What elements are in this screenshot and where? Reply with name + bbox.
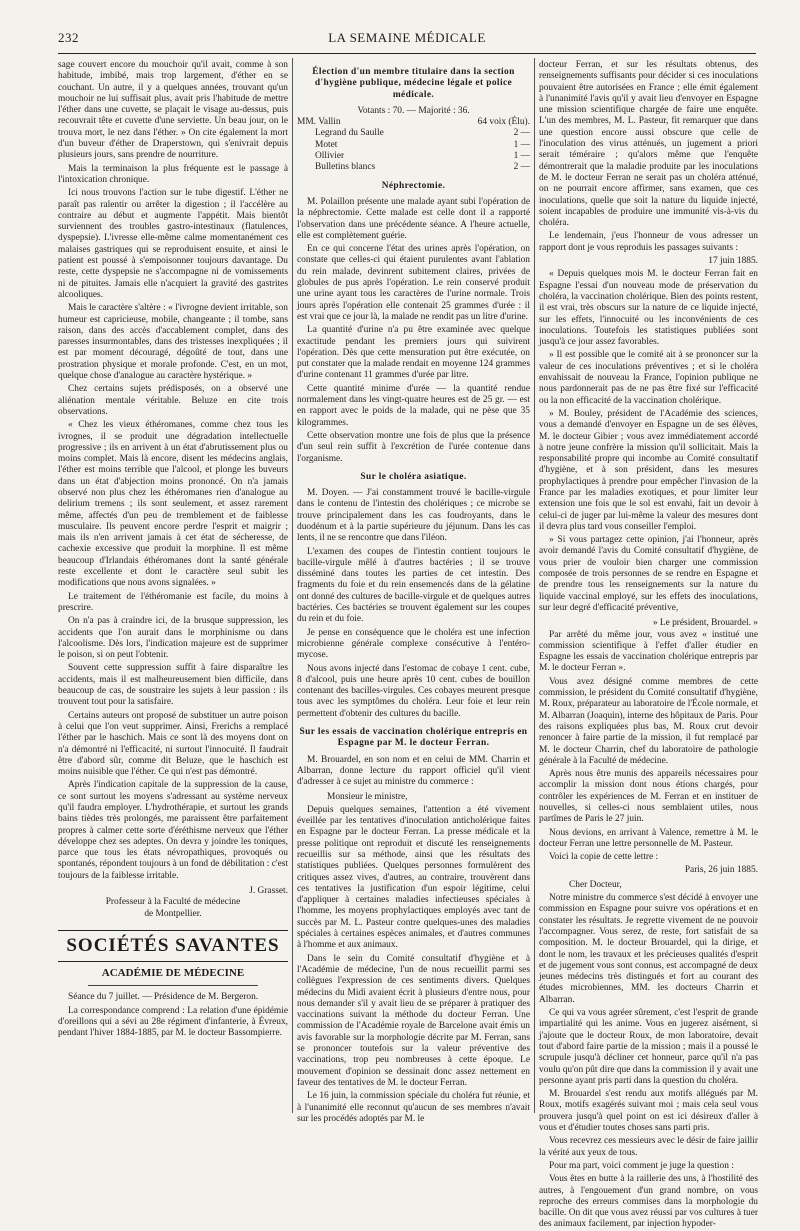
paragraph: La quantité d'urine n'a pu être examinée avec quelque exactitude pendant les premiers jours qui suivirent l'opération. Dès que cette mensuration put être exécutée, on put constater que la malade rendait en moyenne 124 grammes d'urine contenant 11 grammes d'urée par litre. <box>297 325 530 381</box>
academy-heading: ACADÉMIE DE MÉDECINE <box>101 966 245 979</box>
author-affiliation: Professeur à la Faculté de médecine <box>105 897 241 908</box>
paragraph: On n'a pas à craindre ici, de la brusque suppression, les accidents que l'on aurait dans le morphinisme ou dans l'alcoolisme. Dès lors, l'indication majeure est de supprimer le poison, si on peut l'obtenir. <box>58 616 288 661</box>
salutation: Monsieur le ministre, <box>327 791 408 802</box>
salutation: Cher Docteur, <box>569 879 622 890</box>
nephrectomie-heading: Néphrectomie. <box>381 180 446 191</box>
column-2 <box>297 60 530 1124</box>
election-heading: Élection d'un membre titulaire dans la section d'hygiène publique, médecine légale et police médicale. <box>312 67 515 100</box>
paragraph: Ce qui va vous agréer sûrement, c'est l'esprit de grande impartialité qui les anime. Vous en jugerez aisément, si j'ajoute que le docteur Roux, de mon laboratoire, devait tout d'abord faire partie de la mission ; mais il a poussé le scrupule jusqu'à décliner cet honneur, parce qu'il n'a pas voulu qu'on pût dire que dans la commission il y avait une personne ayant pris parti dans la question du choléra. <box>539 1008 758 1086</box>
paragraph: Vous recevrez ces messieurs avec le désir de faire jaillir la vérité aux yeux de tous. <box>539 1136 758 1158</box>
page-number: 232 <box>58 30 79 45</box>
divider <box>88 985 258 986</box>
paragraph: Dans le sein du Comité consultatif d'hygiène et à l'Académie de médecine, l'un de nous recueillit parmi ses collègues l'expression de ces sentiments divers. Quelques médecins du Midi avaient écrit à plusieurs d'entre nous, pour nous demander s'il y avait lieu de se préparer à pratiquer des vaccinations suivant la méthode du docteur Ferran. Une commission de l'Académie royale de Barcelone avait émis un avis favorable sur la morphologie décrite par M. Ferran, sans se prononcer toutefois sur la valeur préventive des vaccinations, trop peu nombreuses à cette époque. Le mouvement d'opinion se dessinait donc assez nettement en faveur des tentatives de M. le docteur Ferran. <box>297 953 530 1088</box>
paragraph: Le traitement de l'éthéromanie est facile, du moins à prescrire. <box>58 591 288 613</box>
header-rule <box>58 53 756 54</box>
paragraph: » Si vous partagez cette opinion, j'ai l'honneur, après avoir demandé l'avis du Comité consultatif d'hygiène, de vous prier de vouloir bien charger une commission composée de trois personnes de se rendre en Espagne et de prendre tous les renseignements sur la nature du liquide vaccinal employé, sur les effets des inoculations, sur leur degré d'efficacité préventive, <box>539 535 758 613</box>
paragraph: M. Brouardel, en son nom et en celui de MM. Charrin et Albarran, donne lecture du rapport officiel qu'il vient d'adresser à ce sujet au ministre du commerce : <box>297 754 530 788</box>
vote-row <box>297 162 530 173</box>
author-affiliation: de Montpellier. <box>144 908 202 919</box>
paragraph: « Depuis quelques mois M. le docteur Ferran fait en Espagne l'essai d'un nouveau mode de préservation du choléra, la vaccination cholérique. Bien des points restent, il est vrai, très obscurs sur la nature de ce liquide injecté, sur les effets, l'innocuité ou les inconvénients de ces inoculations. Toutefois les statistiques publiées sont jusqu'à ce jour assez favorables. <box>539 269 758 348</box>
president-signature: » Le président, Brouardel. » <box>652 618 758 629</box>
paragraph: Pour ma part, voici comment je juge la question : <box>549 1160 734 1171</box>
author-signature: J. Grasset. <box>249 886 288 897</box>
column-3 <box>539 60 758 1230</box>
vote-count: 1 — <box>513 151 530 162</box>
paragraph: Cette quantité minime d'urée — la quantité rendue normalement dans les vingt-quatre heures est de 25 gr. — est en rapport avec le poids de la malade, qui ne pèse que 35 kilogrammes. <box>297 383 530 428</box>
candidate-name: MM. Vallin <box>297 117 341 128</box>
paragraph: Mais la terminaison la plus fréquente est le passage à l'intoxication chronique. <box>58 163 288 185</box>
paragraph: En ce qui concerne l'état des urines après l'opération, on constate que celles-ci qui étaient purulentes avant l'ablation du rein malade, devinrent subitement claires, privées de globules de pus après l'opération. Le rein conservé produit une urine ayant tous les caractères de l'urine normale. Trois jours après l'opération elle contenait 25 grammes d'urée : il est vrai que ce jour là, la malade ne rendit pas un litre d'urine. <box>297 244 530 322</box>
paragraph: docteur Ferran, et sur les résultats obtenus, des renseignements suffisants pour décider si ces inoculations pouvaient être autorisées en France ; elle émit également à l'unanimité l'avis qu'il y avait lieu d'envoyer en Espagne une mission scientifique chargée de faire une enquête. L'un des membres, M. L. Pasteur, fit remarquer que dans une question encore aussi obscure que celle de l'inoculation des virus atténués, un jugement a priori serait téméraire ; qu'alors même que l'enquête démontrerait que la maladie produite par les inoculations de M. le docteur Ferran ne serait pas un choléra atténué, on ne pourrait encore affirmer, sans examen, que ces inoculations, quelle que soit la nature du liquide injecté, soient incapables de produire une immunité vis-à-vis du choléra. <box>539 60 758 229</box>
paragraph: Le 16 juin, la commission spéciale du choléra fut réunie, et à l'unanimité elle reconnut qu'aucun de ses membres n'avait sur les procédés adoptés par M. le <box>297 1091 530 1124</box>
paragraph: Depuis quelques semaines, l'attention a été vivement éveillée par les tentatives d'inoculation anticholérique faites en Espagne par le docteur Ferran. La presse médicale et la presse politique ont reproduit et discuté les renseignements recueillis sur sa méthode, ainsi que les résultats des statistiques publiées. Quelques personnes formulèrent des critiques assez vives, d'autres, au contraire, trouvèrent dans ces tentatives la justification d'un espoir légitime, celui d'appliquer à certaines maladies infectieuses spéciales à l'homme, les moyens prophylactiques employés avec tant de succès par M. L. Pasteur contre quelques-unes des maladies spéciales à certaines espèces animales, et d'autres communes à l'homme et aux animaux. <box>297 804 530 951</box>
paragraph: M. Doyen. — J'ai constamment trouvé le bacille-virgule dans le contenu de l'intestin des cholériques ; ce microbe se trouve principalement dans les cas foudroyants, dans le duodénum et à la partie supérieure du jéjunum. Dans les cas lents, il ne se rencontre que dans l'iléon. <box>297 488 530 544</box>
candidate-name: Ollivier <box>315 151 345 162</box>
paragraph: La correspondance comprend : La relation d'une épidémie d'oreillons qui a sévi au 28e régiment d'infanterie, à Évreux, pendant l'hiver 1884-1885, par M. le docteur Bassompierre. <box>58 1005 288 1039</box>
paragraph: sage couvert encore du mouchoir qu'il avait, comme à son habitude, imbibé, mais trop largement, d'éther en se couchant. Un autre, il y a quelques années, trouvant qu'un mouchoir ne lui suffisait plus, avait pris l'habitude de mettre l'éther dans une cuvette, se plaçait le visage au-dessus, puis recouvrait tête et cuvette d'une serviette. Un beau jour, on le trouva mort, le nez dans l'éther. » On cite également la mort d'un buveur d'éther de Draperstown, qui s'enivrait depuis plusieurs jours, sans prendre de nourriture. <box>58 60 288 161</box>
paragraph: Ici nous trouvons l'action sur le tube digestif. L'éther ne paraît pas ralentir ou arrêter la digestion ; il l'accélère au contraire au début et augmente l'appétit. Mais bientôt surviennent des troubles gastro-intestinaux (flatulences, dyspepsie). L'ivresse elle-même calme momentanément ces malaises gastriques qui se reproduisent ensuite, et ainsi le patient est poussé à s'empoisonner toujours davantage. Du reste, cette dyspepsie ne s'accompagne ni de vomissements ni de pituites. Jamais elle n'acquiert la gravité des gastrites alcooliques. <box>58 188 288 300</box>
vote-table <box>297 117 530 173</box>
paragraph: Notre ministre du commerce s'est décidé à envoyer une commission en Espagne pour suivre vos opérations et en constater les résultats. Je regrette vivement de ne pouvoir l'accompagner. Vous serez, de reste, fort satisfait de sa composition. M. le docteur Brouardel, qui la dirige, et dont le nom, les travaux et les précieuses qualités d'esprit et de jugement vous sont connus, est accompagné de deux jeunes médecins très distingués et fort au courant des études microbiennes, MM. les docteurs Charrin et Albarran. <box>539 893 758 1005</box>
paragraph: M. Brouardel s'est rendu aux motifs allégués par M. Roux, motifs exagérés suivant moi ; mais cela seul vous prouvera jusqu'à quel point on est ici désireux d'aller à vous et d'étudier toutes choses sans parti pris. <box>539 1089 758 1134</box>
vote-row <box>297 117 530 128</box>
paragraph: Je pense en conséquence que le choléra est une infection microbienne générale complexe consécutive à l'entéro-mycose. <box>297 627 530 661</box>
paragraph: Chez certains sujets prédisposés, on a observé une aliénation mentale véritable. Beluze en cite trois observations. <box>58 384 288 417</box>
paragraph: Après nous être munis des appareils nécessaires pour accomplir la mission dont nous étions chargés, pour contrôler les expériences de M. Ferran et en instituer de nouvelles, si celles-ci nous semblaient utiles, nous partîmes de Paris le 27 juin. <box>539 769 758 825</box>
section-title: SOCIÉTÉS SAVANTES <box>58 930 288 962</box>
vote-count: 1 — <box>513 139 530 150</box>
letter-date: Paris, 26 juin 1885. <box>684 865 758 876</box>
paragraph: Certains auteurs ont proposé de substituer un autre poison à celui que l'on veut supprimer. Ainsi, Frerichs a remplacé l'éther par le haschich. Mais ce sont là des moyens dont on n'a démontré ni l'efficacité, ni surtout l'innocuité. Il faudrait être d'abord sûr, comme dit Beluze, que le haschich est moins nuisible que l'éther. Ce qui n'est pas démontré. <box>58 710 288 778</box>
paragraph: » Il est possible que le comité ait à se prononcer sur la valeur de ces inoculations préventives ; et si le choléra envahissait de nouveau la France, l'opinion publique ne nous pardonnerait pas de ne pas être fixé sur l'efficacité ou la non efficacité de la vaccination cholérique. <box>539 350 758 406</box>
votes-summary: Votants : 70. — Majorité : 36. <box>357 105 470 116</box>
paragraph: Le lendemain, j'eus l'honneur de vous adresser un rapport dont je vous reproduis les passages suivants : <box>539 231 758 253</box>
paragraph: Souvent cette suppression suffit à faire disparaître les accidents, mais il est malheureusement bien difficile, dans beaucoup de cas, de soustraire les sujets à leur passion : ils trouvent tout pour la satisfaire. <box>58 663 288 708</box>
paragraph: » M. Bouley, président de l'Académie des sciences, vous a demandé d'envoyer en Espagne un de ses élèves, M. le docteur Gibier ; vous avez immédiatement accordé à notre jeune confrère la mission qu'il sollicitait. Mais la responsabilité propre qui incombe au Comité consultatif d'hygiène, et à son président, dans les mesures prophylactiques à prendre pour empêcher l'invasion de la France par les maladies exotiques, et pour limiter leur extension une fois que le sol est envahi, fait un devoir à celui-ci de juger par lui-même la valeur des mesures dont il devra plus tard vous conseiller l'emploi. <box>539 408 758 532</box>
vote-row <box>297 128 530 139</box>
paragraph: Après l'indication capitale de la suppression de la cause, ce sont surtout les moyens s'adressant au système nerveux qu'il faudra employer. L'hydrothérapie, et surtout les grands bains tièdes très prolongés, me paraissent être parfaitement propres à calmer cette sorte d'éréthisme nerveux que l'éther développe chez ses adeptes. On devra y joindre les toniques, parce que tous les états névropathiques, provoqués ou spontanés, répondent toujours à un fond de débilitation : c'est toujours de la faiblesse irritable. <box>58 780 288 881</box>
vote-row <box>297 151 530 162</box>
paragraph: Cette observation montre une fois de plus que la présence d'un seul rein suffit à l'excrétion de l'urée contenue dans l'organisme. <box>297 430 530 464</box>
paragraph: L'examen des coupes de l'intestin contient toujours le bacille-virgule mêlé à d'autres bactéries ; il se trouve disséminé dans toutes les parties de cet intestin. Des fragments du foie et du rein ensemencés dans de la gélatine ont donné des cultures de bacille-virgule et de quelques autres bactéries. Ces bactéries se trouvent également sur les coupes du rein et du foie. <box>297 546 530 625</box>
session-line: Séance du 7 juillet. — Présidence de M. Bergeron. <box>68 992 259 1003</box>
letter-date: 17 juin 1885. <box>708 256 758 267</box>
journal-title: LA SEMAINE MÉDICALE <box>328 30 486 45</box>
column-divider <box>292 58 293 1113</box>
vaccination-heading: Sur les essais de vaccination cholérique entrepris en Espagne par M. le docteur Ferran. <box>299 727 528 749</box>
paragraph: Nous devions, en arrivant à Valence, remettre à M. le docteur Ferran une lettre personnelle de M. Pasteur. <box>539 827 758 849</box>
vote-count: 64 voix (Élu). <box>477 117 530 128</box>
column-1 <box>58 60 288 1110</box>
paragraph: Mais le caractère s'altère : « l'ivrogne devient irritable, son humeur est capricieuse, mobile, changeante ; il tombe, sans raison, dans des accès d'accablement complet, dans des paresses insurmontables, dans des tristesses inexpliquées ; il est par moment découragé, dégoûté de tout, dans une prostration physique et morale profonde. C'est, en un mot, quelque chose d'analogue au caractère hystérique. » <box>58 303 288 382</box>
vote-row <box>297 140 530 151</box>
cholera-heading: Sur le choléra asiatique. <box>360 471 467 482</box>
page-header <box>58 30 756 50</box>
vote-count: 2 — <box>513 128 530 139</box>
paragraph: Vous avez désigné comme membres de cette commission, le président du Comité consultatif d'hygiène, M. Roux, préparateur au laboratoire de l'École normale, et M. Albarran (Joaquin), interne des hôpitaux de Paris. Pour des raisons expliquées plus bas, M. Roux crut devoir renoncer à faire partie de la mission, il fut remplacé par M. le docteur Charrin, chef du laboratoire de pathologie générale à la Faculté de médecine. <box>539 676 758 766</box>
candidate-name: Legrand du Saulle <box>315 128 384 139</box>
paragraph: « Chez les vieux éthéromanes, comme chez tous les ivrognes, il se produit une dégradation intellectuelle progressive ; ils en arrivent à un état d'abrutissement plus ou moins complet. Mais là encore, disent les médecins anglais, l'éther est moins terrible que l'alcool, et plonge les buveurs dans un état d'abjection moins prononcé. On n'a jamais observé non plus chez les éthéromanes rien d'analogue au delirium tremens ; ils sont seulement, et assez rarement même, affectés d'un peu de tremblement et de faiblesse musculaire. Ils peuvent encore perdre l'esprit et maigrir ; mais ils n'en arrivent jamais à cet état de sécheresse, de cachexie excessive que produit la morphine. Il est même beaucoup d'Irlandais éthéromanes dont la santé générale reste excellente et dont le caractère seul subit les modifications que nous avons signalées. » <box>58 420 288 589</box>
paragraph: Vous êtes en butte à la raillerie des uns, à l'hostilité des autres, à l'engouement d'un grand nombre, on vous reproche des erreurs commises dans la morphologie du bacille. On dit que vous avez réussi par vos cultures à tuer des animaux facilement, par injection hypoder- <box>539 1174 758 1230</box>
paragraph: Par arrêté du même jour, vous avez « institué une commission scientifique à l'effet d'aller étudier en Espagne les essais de vaccination cholérique entrepris par M. le docteur Ferran ». <box>539 629 758 674</box>
paragraph: M. Polaillon présente une malade ayant subi l'opération de la néphrectomie. Cette malade est celle dont il a rapporté l'observation dans une précédente séance. A l'heure actuelle, elle est complètement guérie. <box>297 196 530 241</box>
column-divider <box>534 58 535 1113</box>
candidate-name: Bulletins blancs <box>315 162 376 173</box>
paragraph: Voici la copie de cette lettre : <box>549 852 659 863</box>
vote-count: 2 — <box>513 162 530 173</box>
paragraph: Nous avons injecté dans l'estomac de cobaye 1 cent. cube, 8 d'alcool, puis une heure après 10 cent. cubes de bouillon contenant des bacilles-virgules. Ces cobayes meurent presque tous avec les symptômes du choléra. Leur foie et leur rein permettent d'obtenir des cultures du bacille. <box>297 663 530 719</box>
candidate-name: Motet <box>315 139 338 150</box>
